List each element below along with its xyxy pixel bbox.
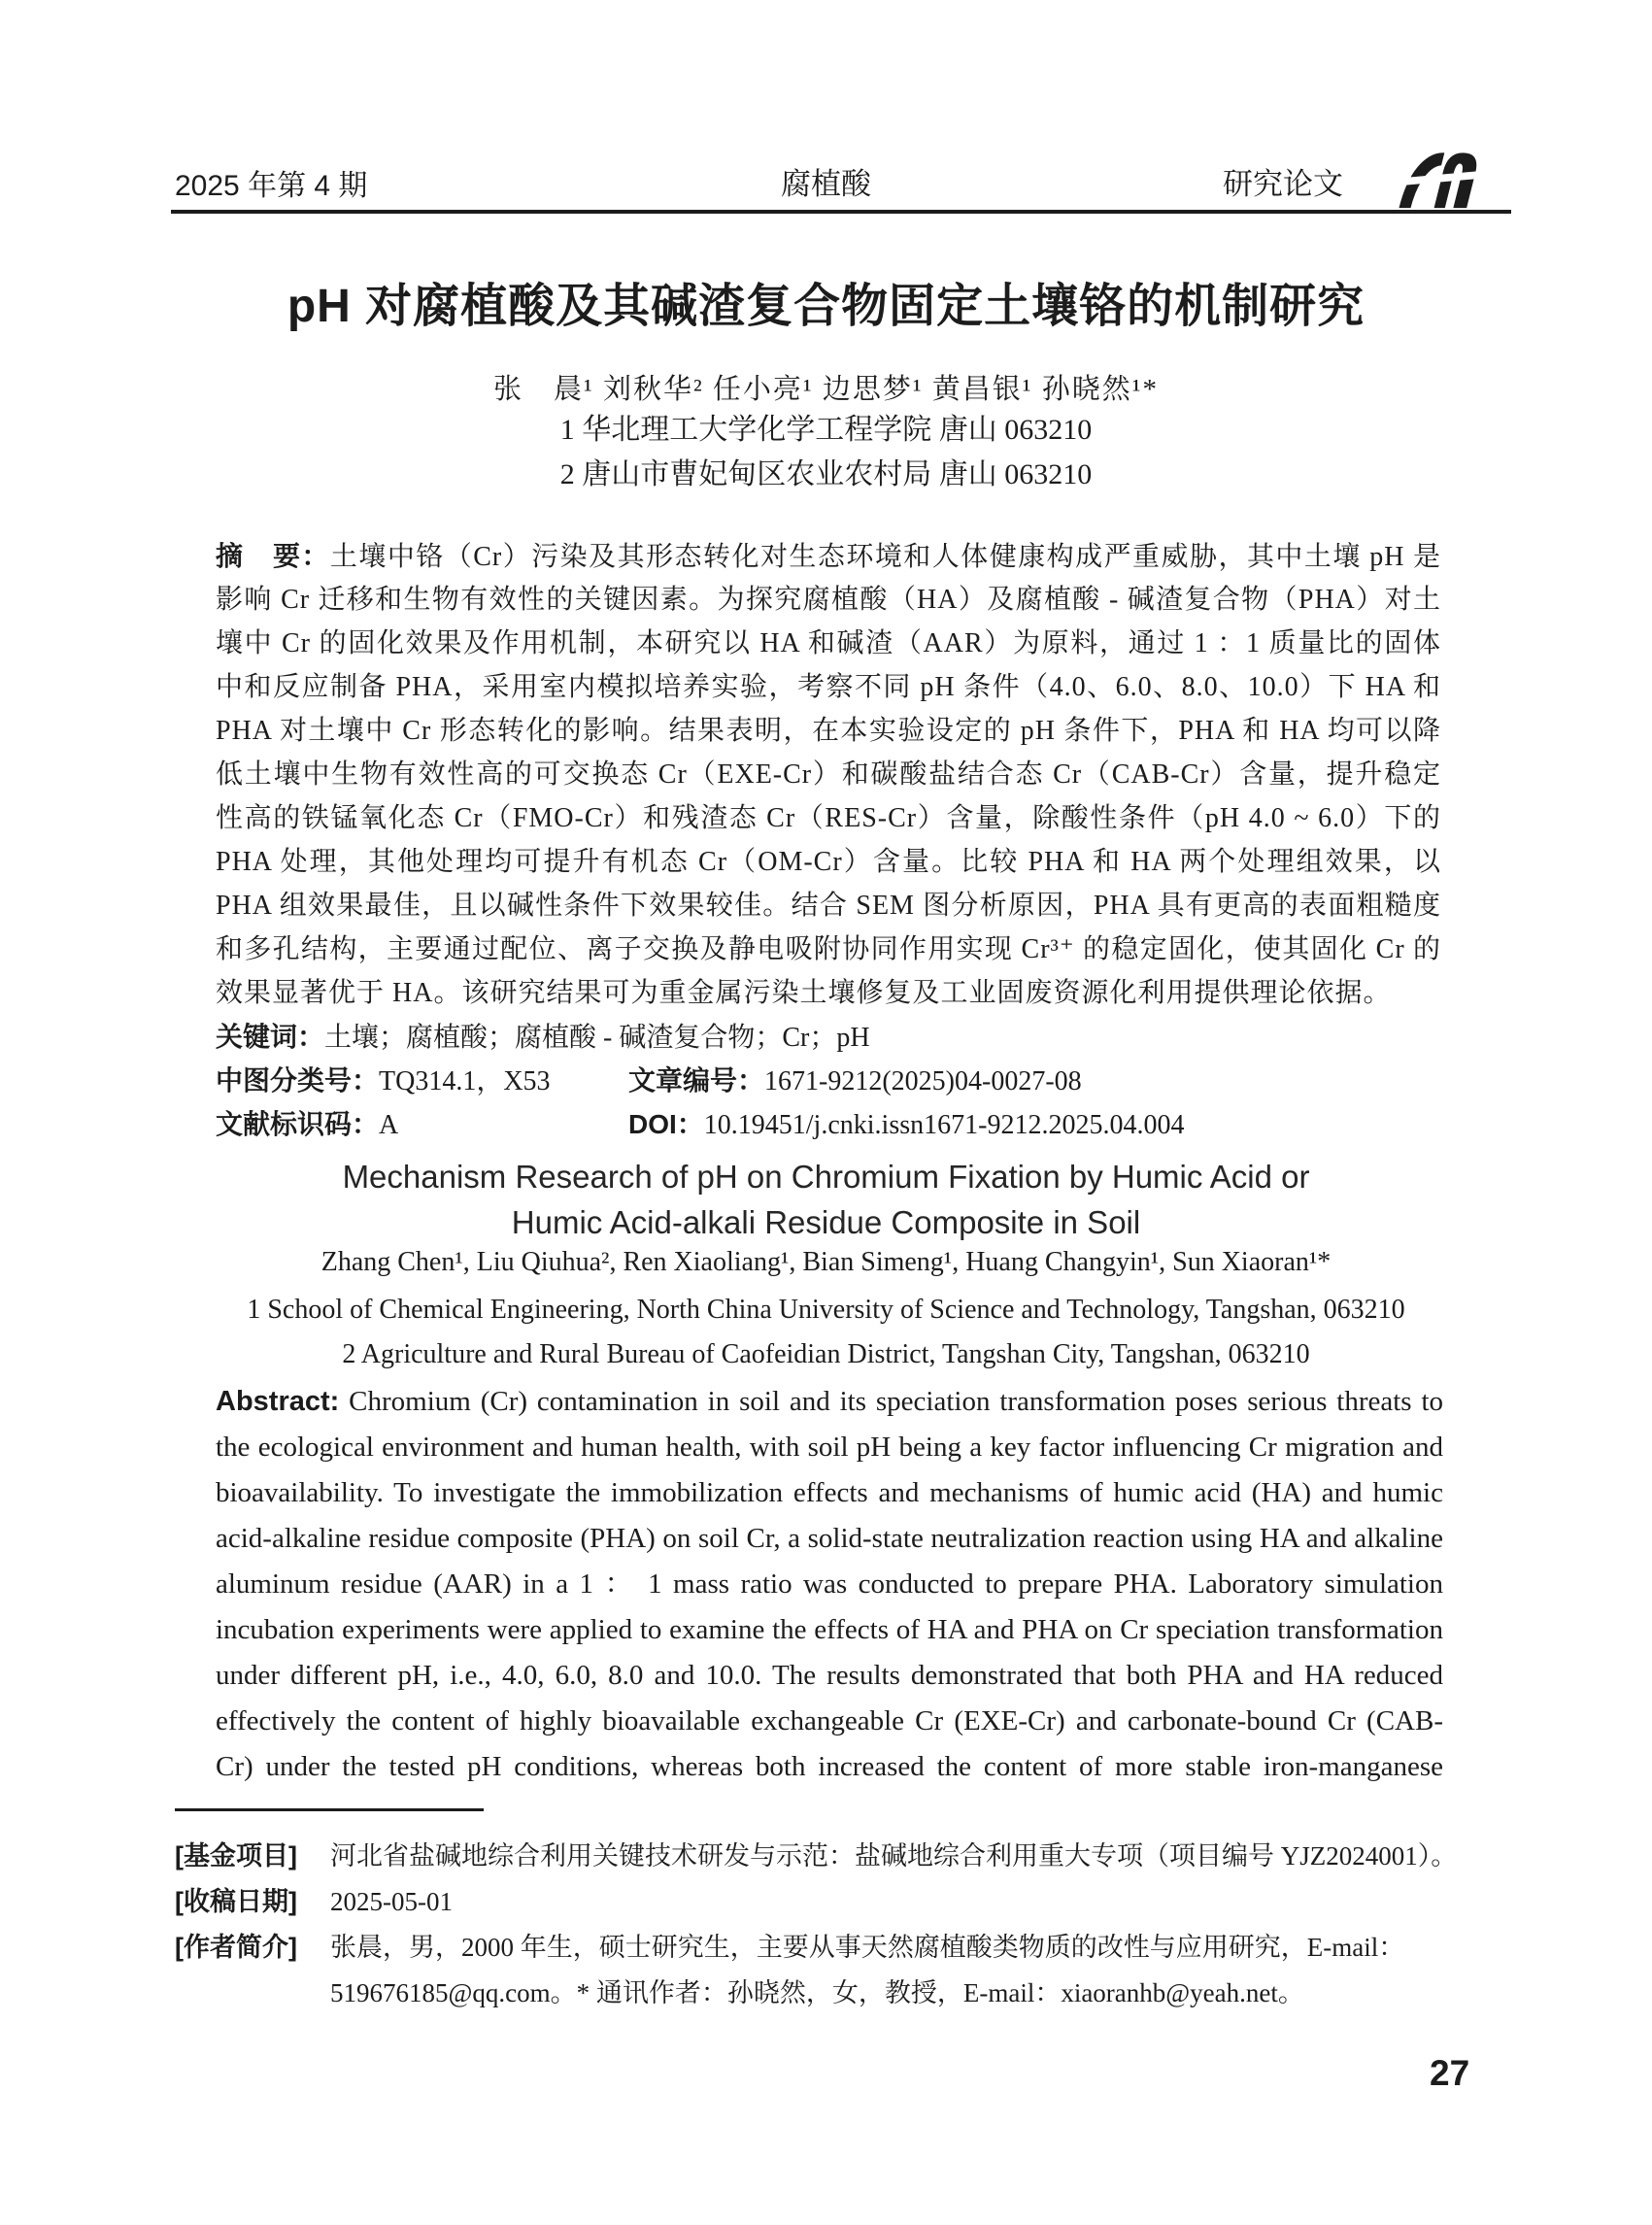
header-issue: 2025 年第 4 期 [175,170,368,202]
abstract-en-line: incubation experiments were applied to examine the effects of HA and PHA on Cr speciation transformation [216,1614,1443,1645]
footnote-funding-text: 河北省盐碱地综合利用关键技术研发与示范：盐碱地综合利用重大专项（项目编号 YJZ2024001）。 [330,1841,1458,1871]
article-no-value: 1671-9212(2025)04-0027-08 [764,1066,1082,1096]
authors-zh: 张 晨¹ 刘秋华² 任小亮¹ 边思梦¹ 黄昌银¹ 孙晓然¹* [493,374,1159,405]
abstract-zh-line: 低土壤中生物有效性高的可交换态 Cr（EXE-Cr）和碳酸盐结合态 Cr（CAB-Cr）含量，提升稳定 [216,759,1441,790]
keywords-row [216,1015,870,1059]
doc-code-row [216,1102,1441,1146]
footnote-author-bio [175,1925,1496,2016]
clc-value: TQ314.1，X53 [379,1066,551,1096]
page-number: 27 [1430,2053,1470,2093]
clc-row [216,1059,1441,1102]
abstract-en-line: effectively the content of highly bioavailable exchangeable Cr (EXE-Cr) and carbonate-bound Cr (CAB- [216,1705,1443,1736]
footnote-funding-label: [基金项目] [175,1841,297,1871]
abstract-en-line: acid-alkaline residue composite (PHA) on soil Cr, a solid-state neutralization reaction using HA and alkaline [216,1523,1443,1554]
abstract-en-line: Cr) under the tested pH conditions, whereas both increased the content of more stable iron-manganese [216,1751,1443,1782]
footnote-author-bio-text: 张晨，男，2000 年生，硕士研究生，主要从事天然腐植酸类物质的改性与应用研究，E-mail：519676185@qq.com。* 通讯作者：孙晓然，女，教授，E-mail：xiaoranhb@yeah.net。 [330,1933,1405,2007]
footnote-received-label: [收稿日期] [175,1887,297,1916]
clc-label: 中图分类号： [216,1065,380,1096]
abstract-zh-line: 中和反应制备 PHA，采用室内模拟培养实验，考察不同 pH 条件（4.0、6.0、8.0、10.0）下 HA 和 [216,672,1441,702]
abstract-zh-line: 壤中 Cr 的固化效果及作用机制，本研究以 HA 和碱渣（AAR）为原料，通过 1 ：1 质量比的固体 [216,628,1441,658]
abstract-zh [216,534,1441,1015]
abstract-zh-lines [216,578,1441,1015]
affiliation-zh-line: 1 华北理工大学化学工程学院 唐山 063210 [559,414,1093,446]
header-journal-name: 腐植酸 [781,167,871,201]
header-rule [171,210,1511,214]
doc-code-label: 文献标识码： [216,1109,380,1139]
paper-title-en-line: Mechanism Research of pH on Chromium Fixation by Humic Acid or [342,1159,1310,1195]
abstract-en-lines [216,1425,1443,1790]
abstract-zh-first-text: 土壤中铬（Cr）污染及其形态转化对生态环境和人体健康构成严重威胁，其中土壤 pH 是 [329,542,1441,572]
keywords-text: 土壤；腐植酸；腐植酸 - 碱渣复合物；Cr；pH [324,1023,870,1053]
footnote-funding [175,1834,1496,1879]
affiliations-zh [0,408,1652,497]
doi-value: 10.19451/j.cnki.issn1671-9212.2025.04.004 [703,1110,1185,1140]
abstract-en-line: under different pH, i.e., 4.0, 6.0, 8.0 and 10.0. The results demonstrated that both PHA and HA reduced [216,1660,1443,1691]
abstract-en-first-line [216,1379,1443,1425]
footnote-received-text: 2025-05-01 [330,1887,453,1916]
authors-en: Zhang Chen¹, Liu Qiuhua², Ren Xiaoliang¹, Bian Simeng¹, Huang Changyin¹, Sun Xiaoran¹* [320,1247,1332,1277]
header-section-label: 研究论文 [1223,167,1343,201]
footnote-author-bio-label: [作者简介] [175,1933,297,1962]
footnote-received-date [175,1879,1496,1925]
affiliation-en-line: 1 School of Chemical Engineering, North China University of Science and Technology, Tangshan, 063210 [247,1295,1405,1325]
affiliations-en [0,1288,1652,1377]
abstract-zh-line: 效果显著优于 HA。该研究结果可为重金属污染土壤修复及工业固废资源化利用提供理论依据。 [216,978,1392,1008]
affiliation-en-line: 2 Agriculture and Rural Bureau of Caofeidian District, Tangshan City, Tangshan, 063210 [342,1339,1310,1369]
abstract-en-first-text: Chromium (Cr) contamination in soil and its speciation transformation poses serious threats to [339,1386,1443,1417]
abstract-zh-line: 性高的铁锰氧化态 Cr（FMO-Cr）和残渣态 Cr（RES-Cr）含量，除酸性条件（pH 4.0 ~ 6.0）下的 [216,803,1441,833]
journal-logo-icon [1399,149,1482,209]
abstract-zh-line: 影响 Cr 迁移和生物有效性的关键因素。为探究腐植酸（HA）及腐植酸 - 碱渣复合物（PHA）对土 [216,585,1441,615]
abstract-en-line: the ecological environment and human health, with soil pH being a key factor influencing Cr migration and [216,1432,1443,1463]
abstract-en [216,1379,1443,1790]
doi-label: DOI： [628,1109,704,1139]
footnotes [175,1834,1496,2016]
article-no-label: 文章编号： [628,1065,765,1096]
paper-title-en-line: Humic Acid-alkali Residue Composite in Soil [511,1204,1141,1240]
abstract-zh-line: PHA 组效果最佳，且以碱性条件下效果较佳。结合 SEM 图分析原因，PHA 具有更高的表面粗糙度 [216,891,1441,921]
abstract-en-line: aluminum residue (AAR) in a 1 ： 1 mass ratio was conducted to prepare PHA. Laboratory simulation [216,1568,1443,1600]
doc-code-value: A [379,1110,399,1140]
paper-title-zh: pH 对腐植酸及其碱渣复合物固定土壤铬的机制研究 [287,281,1365,332]
abstract-zh-line: PHA 对土壤中 Cr 形态转化的影响。结果表明，在本实验设定的 pH 条件下，PHA 和 HA 均可以降 [216,716,1441,746]
paper-title-en [0,1154,1652,1245]
abstract-zh-line: PHA 处理，其他处理均可提升有机态 Cr（OM-Cr）含量。比较 PHA 和 HA 两个处理组效果，以 [216,847,1441,877]
abstract-en-label: Abstract: [216,1386,340,1417]
affiliation-zh-line: 2 唐山市曹妃甸区农业农村局 唐山 063210 [559,458,1093,490]
keywords-label: 关键词： [216,1022,325,1052]
abstract-zh-first-line [216,534,1441,578]
abstract-zh-line: 和多孔结构，主要通过配位、离子交换及静电吸附协同作用实现 Cr³⁺ 的稳定固化，使其固化 Cr 的 [216,934,1441,964]
footnote-rule [175,1808,484,1811]
abstract-zh-label: 摘 要： [216,541,330,571]
abstract-en-line: bioavailability. To investigate the immobilization effects and mechanisms of humic acid (HA) and humic [216,1477,1443,1508]
